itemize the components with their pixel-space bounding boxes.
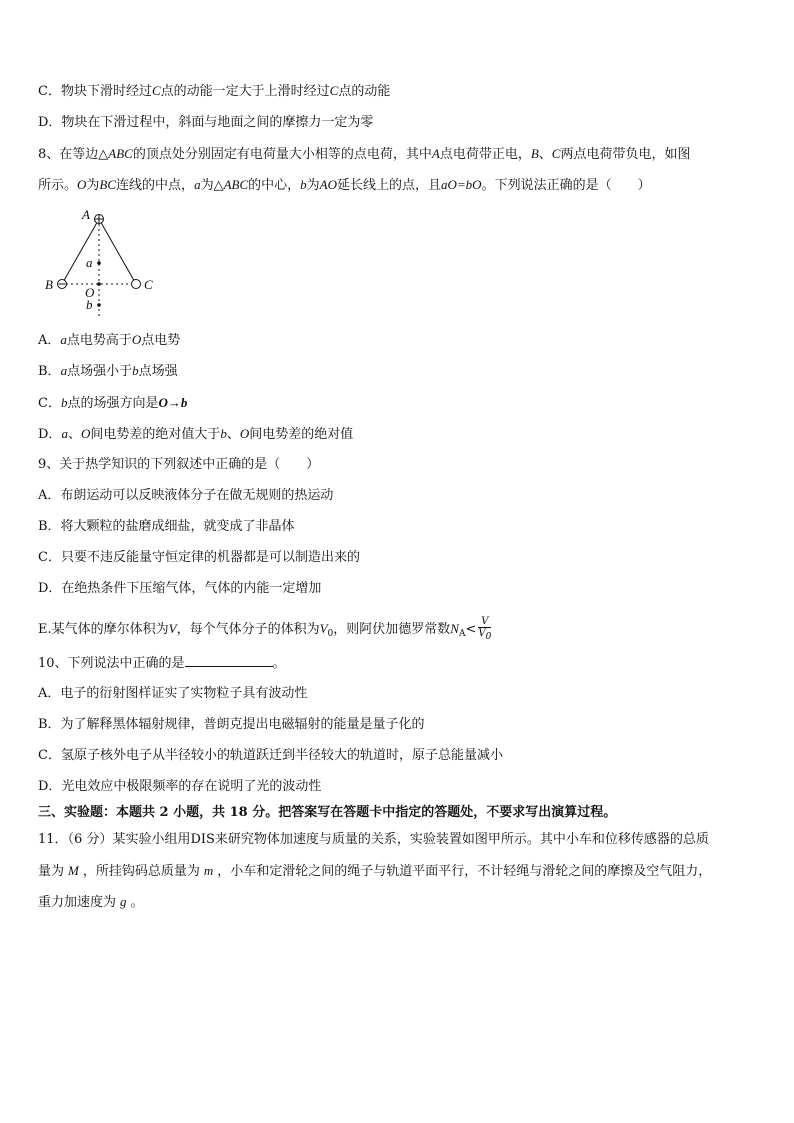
option-text: 点电势 bbox=[141, 333, 181, 348]
point-label: C bbox=[329, 83, 339, 98]
q10-option-a: A．电子的衍射图样证实了实物粒子具有波动性 bbox=[38, 686, 308, 701]
point-label: a bbox=[194, 177, 201, 192]
variable: V bbox=[319, 621, 328, 636]
point-label: B bbox=[530, 146, 539, 161]
q9-stem: 9、关于热学知识的下列叙述中正确的是（ ） bbox=[38, 457, 320, 472]
q11-text: ，小车和定滑轮之间的绳子与轨道平面平行，不计轻绳与滑轮之间的摩擦及空气阻力， bbox=[217, 864, 712, 879]
variable: V bbox=[168, 621, 177, 636]
q8-option-b bbox=[38, 362, 178, 381]
subscript: A bbox=[458, 629, 466, 639]
q10-stem bbox=[38, 654, 286, 673]
q9-option-c: C．只要不违反能量守恒定律的机器都是可以制造出来的 bbox=[38, 550, 360, 565]
q11-text: 。 bbox=[130, 895, 144, 910]
equation: aO=bO bbox=[441, 177, 482, 192]
option-letter: B． bbox=[38, 364, 61, 379]
fraction-v-over-v0 bbox=[478, 616, 491, 643]
point-label: b bbox=[300, 177, 307, 192]
point-o-dot bbox=[97, 282, 101, 286]
q7-option-c bbox=[38, 82, 390, 101]
edge-ac bbox=[99, 219, 136, 284]
point-label: b bbox=[220, 426, 227, 441]
less-than-sign: < bbox=[465, 622, 477, 637]
q8-text: 的顶点处分别固定有电荷量大小相等的点电荷，其中 bbox=[132, 147, 432, 162]
variable: N bbox=[450, 621, 459, 636]
label-C: C bbox=[144, 277, 153, 292]
subscript: 0 bbox=[327, 629, 334, 639]
point-label: a bbox=[61, 426, 68, 441]
variable: M bbox=[68, 863, 79, 878]
q9-option-d: D．在绝热条件下压缩气体，气体的内能一定增加 bbox=[38, 581, 322, 596]
option-text: 点场强小于 bbox=[67, 364, 133, 379]
label-b: b bbox=[86, 297, 93, 312]
q11-text: 重力加速度为 bbox=[38, 895, 117, 910]
variable: g bbox=[120, 894, 127, 909]
point-label: b bbox=[60, 395, 68, 410]
q9-option-a: A．布朗运动可以反映液体分子在做无规则的热运动 bbox=[38, 488, 334, 503]
point-label: a bbox=[60, 332, 67, 347]
option-text: 、 bbox=[67, 427, 81, 442]
q8-option-a bbox=[38, 331, 180, 350]
point-label: O bbox=[77, 177, 87, 192]
triangle-charge-figure bbox=[42, 206, 172, 321]
option-text: 点的场强方向是 bbox=[67, 396, 159, 411]
option-text: ，每个气体分子的体积为 bbox=[176, 622, 320, 637]
q11-line1: 11．（6 分）某实验小组用DIS来研究物体加速度与质量的关系，实验装置如图甲所示。其中小车和位移传感器的总质 bbox=[38, 832, 709, 847]
point-label: O bbox=[131, 332, 142, 347]
q8-text: 的中心， bbox=[248, 178, 301, 193]
charge-c-negative bbox=[132, 280, 141, 289]
triangle-label: ABC bbox=[108, 146, 133, 161]
q8-text: 为△ bbox=[200, 178, 224, 193]
option-letter: D． bbox=[38, 427, 62, 442]
subscript: 0 bbox=[485, 632, 492, 642]
q8-text: 所示。 bbox=[38, 178, 78, 193]
q8-option-d bbox=[38, 425, 353, 444]
q7-option-c-text-2: 点的动能一定大于上滑时经过 bbox=[160, 84, 330, 99]
segment-label: AO bbox=[319, 177, 337, 192]
point-label: b bbox=[132, 363, 139, 378]
point-label: a bbox=[60, 363, 68, 378]
segment-label: BC bbox=[99, 177, 117, 192]
q9-option-b: B．将大颗粒的盐磨成细盐，就变成了非晶体 bbox=[38, 519, 295, 534]
answer-blank[interactable] bbox=[185, 654, 273, 667]
q9-option-e bbox=[38, 614, 491, 649]
point-label: A bbox=[431, 146, 440, 161]
q10-text: 。 bbox=[272, 656, 286, 671]
q10-option-b: B．为了解释黑体辐射规律，普朗克提出电磁辐射的能量是量子化的 bbox=[38, 717, 425, 732]
q8-stem-line2 bbox=[38, 176, 651, 195]
q8-text: 。下列说法正确的是（ ） bbox=[481, 178, 651, 193]
option-letter: A． bbox=[38, 333, 61, 348]
label-A: A bbox=[82, 207, 90, 222]
option-text: 间电势差的绝对值大于 bbox=[90, 427, 221, 442]
q8-text: 点电荷带正电， bbox=[439, 147, 531, 162]
variable: V bbox=[478, 628, 486, 639]
option-letter: C． bbox=[38, 396, 61, 411]
q8-text: 连线的中点， bbox=[116, 178, 195, 193]
point-a-dot bbox=[97, 261, 101, 265]
q8-stem-line1 bbox=[38, 145, 690, 164]
option-text: ，则阿伏加德罗常数 bbox=[333, 622, 451, 637]
option-text: E.某气体的摩尔体积为 bbox=[38, 622, 169, 637]
q11-text: 量为 bbox=[38, 864, 65, 879]
q8-text: 两点电荷带负电，如图 bbox=[560, 147, 691, 162]
label-O: O bbox=[85, 285, 95, 300]
edge-ab bbox=[62, 219, 99, 284]
q11-line3 bbox=[38, 893, 144, 912]
option-text: 点场强 bbox=[138, 364, 178, 379]
point-label: O bbox=[80, 426, 91, 441]
q8-text: 、 bbox=[538, 147, 552, 162]
point-label: O bbox=[239, 426, 250, 441]
q11-line2 bbox=[38, 862, 711, 881]
q8-text: 延长线上的点，且 bbox=[337, 178, 442, 193]
point-label: C bbox=[151, 83, 161, 98]
section-heading: 三、实验题：本题共 2 小题，共 18 分。把答案写在答题卡中指定的答题处，不要求写出演算过程。 bbox=[38, 805, 617, 820]
label-a: a bbox=[86, 255, 93, 270]
q8-text: 为 bbox=[86, 178, 100, 193]
q10-text: 10、下列说法中正确的是 bbox=[38, 656, 185, 671]
q8-text: 8、在等边△ bbox=[38, 147, 109, 162]
triangle-label: ABC bbox=[223, 177, 249, 192]
option-text: 间电势差的绝对值 bbox=[249, 427, 354, 442]
q7-option-d: D．物块在下滑过程中，斜面与地面之间的摩擦力一定为零 bbox=[38, 115, 374, 130]
q8-option-c bbox=[38, 394, 187, 413]
variable: m bbox=[203, 863, 214, 878]
q7-option-c-text: C．物块下滑时经过 bbox=[38, 84, 152, 99]
q10-option-d: D．光电效应中极限频率的存在说明了光的波动性 bbox=[38, 779, 322, 794]
q11-text: ，所挂钩码总质量为 bbox=[82, 864, 200, 879]
direction-label: O→b bbox=[158, 395, 188, 410]
label-B: B bbox=[45, 277, 53, 292]
q7-option-c-text-3: 点的动能 bbox=[338, 84, 391, 99]
point-label: C bbox=[551, 146, 561, 161]
fraction-numerator: V bbox=[478, 616, 491, 628]
fraction-denominator bbox=[478, 628, 491, 643]
option-text: 点电势高于 bbox=[66, 333, 132, 348]
q10-option-c: C．氢原子核外电子从半径较小的轨道跃迁到半径较大的轨道时，原子总能量减小 bbox=[38, 748, 503, 763]
q8-text: 为 bbox=[306, 178, 320, 193]
option-text: 、 bbox=[226, 427, 240, 442]
point-b-dot bbox=[97, 303, 101, 307]
